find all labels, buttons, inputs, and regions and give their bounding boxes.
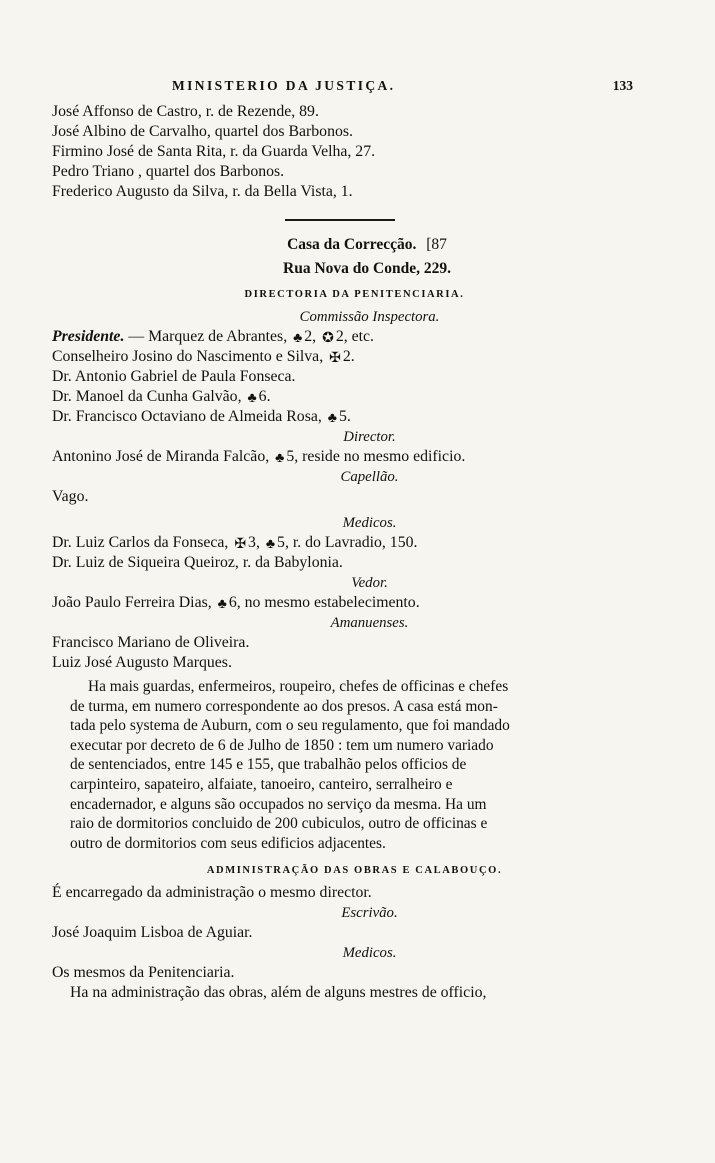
commission-heading: Commissão Inspectora. [299,309,440,325]
order-rose-icon: ♣ [265,537,276,552]
president-text: — Marquez de Abrantes, [128,328,288,345]
doctor-name: Dr. Luiz Carlos da Fonseca, [52,534,229,551]
running-title: MINISTERIO DA JUSTIÇA. [172,78,396,93]
page-header [52,78,633,100]
order-cross-icon: ✠ [234,537,247,552]
admin-line: É encarregado da administração o mesmo director. [52,884,372,902]
list-item: Frederico Augusto da Silva, r. da Bella Vista, 1. [52,183,353,200]
member-name: Dr. Francisco Octaviano de Almeida Rosa, [52,408,322,425]
admin-medics-line: Os mesmos da Penitenciaria. [52,964,235,982]
director-heading: Director. [343,429,396,445]
admin-heading: ADMINISTRAÇÃO DAS OBRAS E CALABOUÇO. [206,865,503,877]
admin-medics-heading: Medicos. [342,945,397,962]
order-rose-icon: ♣ [217,597,227,612]
doctor-line: Dr. Luiz de Siqueira Queiroz, r. da Babylonia. [52,554,343,571]
paragraph-line: carpinteiro, sapateiro, alfaiate, tanoeiro, canteiro, serralheiro e [70,775,453,793]
commission-member [52,387,627,407]
order-rose-icon: ♣ [247,391,257,406]
vedor-name: João Paulo Ferreira Dias, [52,594,212,611]
order-rose-icon: ♣ [327,411,337,426]
scrivener-name: José Joaquim Lisboa de Aguiar. [52,924,253,942]
president-label: Presidente. [52,328,125,345]
honour-grade: 5, reside no mesmo edificio. [286,448,466,465]
clerks-heading: Amanuenses. [330,615,409,631]
paragraph-line: Ha mais guardas, enfermeiros, roupeiro, chefes de officinas e chefes [88,678,509,695]
paragraph-line: encadernador, e alguns são occupados no serviço da mesma. Ha um [70,795,487,813]
page-body [52,102,627,1003]
commission-member [52,367,627,387]
commission-member [52,407,627,427]
vedor-heading: Vedor. [351,575,388,591]
paragraph-line: raio de dormitorios concluido de 200 cubiculos, outro de officinas e [70,815,488,833]
clerk-name: Luiz José Augusto Marques. [52,654,232,671]
scrivener-heading: Escrivão. [341,905,398,922]
doctor-line [52,533,627,553]
department-heading: DIRECTORIA DA PENITENCIARIA. [244,289,465,300]
list-item: Firmino José de Santa Rita, r. da Guarda Velha, 27. [52,143,376,160]
honour-grade: 2, [304,328,317,345]
member-name: Dr. Antonio Gabriel de Paula Fonseca. [52,368,296,385]
honour-grade: 2. [342,348,355,365]
admin-last-line: Ha na administração das obras, além de alguns mestres de officio, [70,984,487,1002]
clerk-name: Francisco Mariano de Oliveira. [52,634,250,651]
page-number: 133 [612,78,633,93]
order-rose-icon: ♣ [275,451,285,466]
list-item: José Albino de Carvalho, quartel dos Barbonos. [52,123,353,140]
doctors-heading: Medicos. [342,515,397,531]
order-rose-icon: ♣ [293,331,303,346]
chaplain-name: Vago. [52,488,89,505]
honour-grade: 2, etc. [335,328,374,345]
director-name: Antonino José de Miranda Falcão, [52,448,270,465]
member-name: Dr. Manoel da Cunha Galvão, [52,388,242,405]
paragraph-line: outro de dormitorios com seus edificios adjacentes. [70,834,386,852]
section-divider [285,219,395,221]
institution-address: Rua Nova do Conde, 229. [283,260,451,277]
member-name: Conselheiro Josino do Nascimento e Silva, [52,348,324,365]
honour-grade: 3, [248,534,260,551]
paragraph-line: de turma, em numero correspondente ao dos presos. A casa está mon- [70,697,498,715]
paragraph-line: de sentenciados, entre 145 e 155, que trabalhão pelos officios de [70,756,467,774]
president-line [52,327,627,347]
honour-grade: 5, r. do Lavradio, 150. [277,534,418,551]
top-list [52,102,627,202]
institution-name: Casa da Correcção. [287,236,417,253]
paragraph-line: executar por decreto de 6 de Julho de 1850 : tem um numero variado [70,736,494,754]
list-item: Pedro Triano , quartel dos Barbonos. [52,163,285,180]
list-item: José Affonso de Castro, r. de Rezende, 89. [52,103,319,120]
honour-grade: 6. [258,388,271,405]
paragraph-line: tada pelo systema de Auburn, com o seu regulamento, que foi mandado [70,717,510,735]
order-cross-icon: ✠ [329,351,341,366]
chaplain-heading: Capellão. [340,469,399,485]
order-medal-icon: ✪ [322,331,334,346]
institution-heading [52,235,627,255]
description-paragraph [52,677,627,853]
director-line [52,447,627,467]
honour-grade: 6, no mesmo estabelecimento. [228,594,420,611]
commission-member [52,347,627,367]
vedor-line [52,593,627,613]
honour-grade: 5. [338,408,351,425]
footnote-ref: [87 [426,236,447,253]
